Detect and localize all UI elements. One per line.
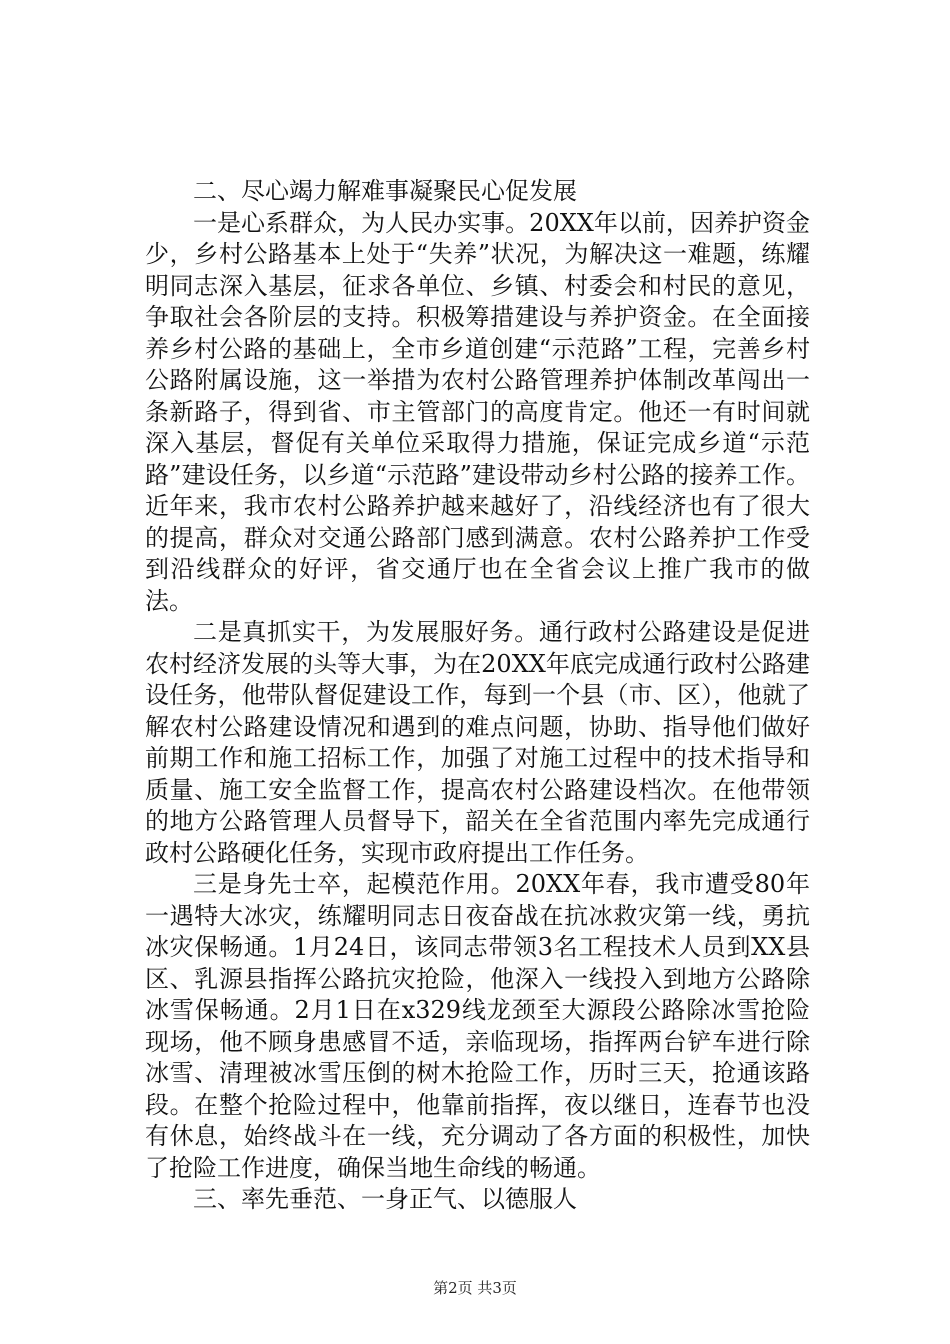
- document-body: [145, 176, 810, 1216]
- body-paragraph: 三是身先士卒，起模范作用。20XX年春，我市遭受80年一遇特大冰灾，练耀明同志日夜奋战在抗冰救灾第一线，勇抗冰灾保畅通。1月24日，该同志带领3名工程技术人员到XX县区、乳源县指挥公路抗灾抢险，他深入一线投入到地方公路除冰雪保畅通。2月1日在x329线龙颈至大源段公路除冰雪抢险现场，他不顾身患感冒不适，亲临现场，指挥两台铲车进行除冰雪、清理被冰雪压倒的树木抢险工作，历时三天，抢通该路段。在整个抢险过程中，他靠前指挥，夜以继日，连春节也没有休息，始终战斗在一线，充分调动了各方面的积极性，加快了抢险工作进度，确保当地生命线的畅通。: [145, 870, 810, 1182]
- page-footer: 第2页 共3页: [433, 1279, 517, 1297]
- body-paragraph: 一是心系群众，为人民办实事。20XX年以前，因养护资金少，乡村公路基本上处于“失养”状况，为解决这一难题，练耀明同志深入基层，征求各单位、乡镇、村委会和村民的意见，争取社会各阶层的支持。积极筹措建设与养护资金。在全面接养乡村公路的基础上，全市乡道创建“示范路”工程，完善乡村公路附属设施，这一举措为农村公路管理养护体制改革闯出一条新路子，得到省、市主管部门的高度肯定。他还一有时间就深入基层，督促有关单位采取得力措施，保证完成乡道“示范路”建设任务，以乡道“示范路”建设带动乡村公路的接养工作。近年来，我市农村公路养护越来越好了，沿线经济也有了很大的提高，群众对交通公路部门感到满意。农村公路养护工作受到沿线群众的好评，省交通厅也在全省会议上推广我市的做法。: [145, 208, 810, 615]
- body-paragraph: 二是真抓实干，为发展服好务。通行政村公路建设是促进农村经济发展的头等大事，为在20XX年底完成通行政村公路建设任务，他带队督促建设工作，每到一个县（市、区），他就了解农村公路建设情况和遇到的难点问题，协助、指导他们做好前期工作和施工招标工作，加强了对施工过程中的技术指导和质量、施工安全监督工作，提高农村公路建设档次。在他带领的地方公路管理人员督导下，韶关在全省范围内率先完成通行政村公路硬化任务，实现市政府提出工作任务。: [145, 618, 810, 867]
- section-heading: 二、尽心竭力解难事凝聚民心促发展: [193, 177, 577, 205]
- section-heading: 三、率先垂范、一身正气、以德服人: [193, 1185, 577, 1213]
